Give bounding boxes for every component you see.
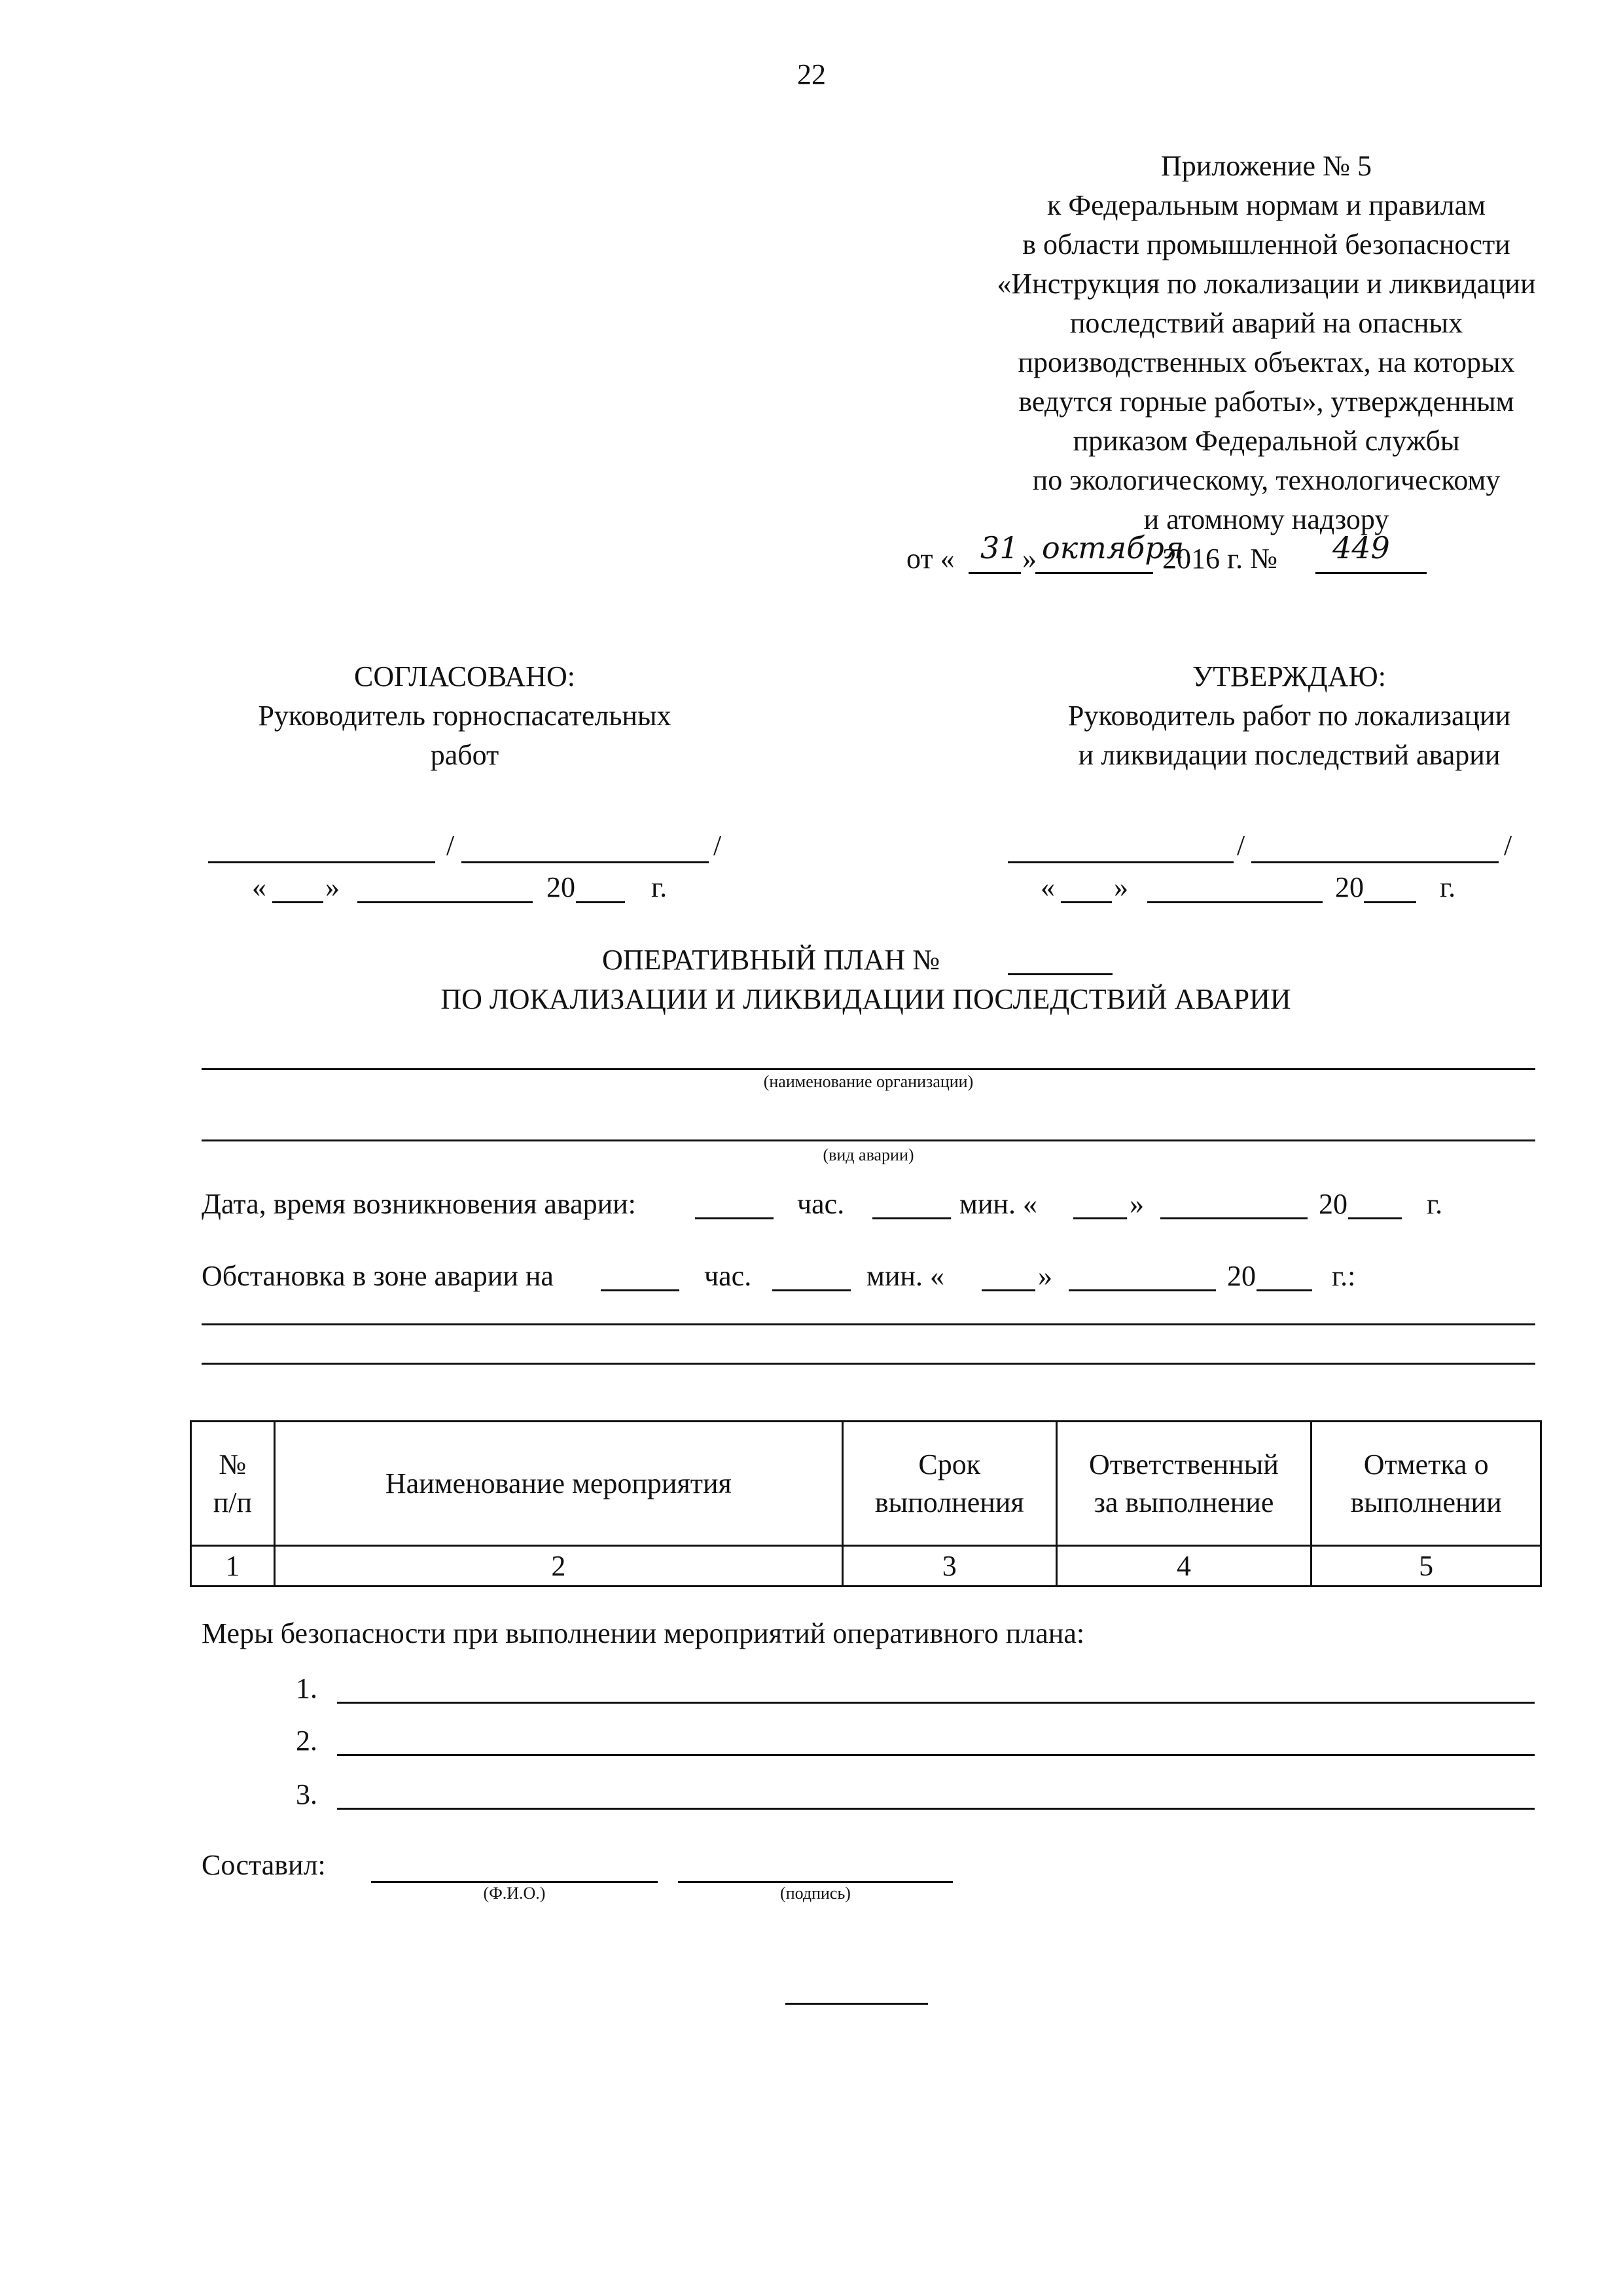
appendix-line: по экологическому, технологическому	[1032, 464, 1501, 496]
header-number: № п/п	[191, 1422, 275, 1546]
date-year: 2016 г. №	[1162, 543, 1278, 575]
month-underline	[1035, 572, 1153, 574]
safety-title: Меры безопасности при выполнении мероприятий оперативного плана:	[202, 1617, 1085, 1649]
table-header-row	[191, 1422, 1541, 1546]
agreed-g: г.	[651, 871, 668, 903]
compiled-label: Составил:	[202, 1849, 326, 1881]
table-cell: 4	[1056, 1546, 1311, 1587]
safety-item-line	[337, 1702, 1535, 1704]
handwritten-day: 31	[980, 530, 1019, 565]
agreed-line2: работ	[430, 739, 499, 771]
signature-line	[678, 1881, 953, 1883]
agreed-year-line	[576, 901, 625, 903]
accident-type-line	[202, 1139, 1535, 1141]
handwritten-month: октября	[1042, 530, 1185, 565]
agreed-title: СОГЛАСОВАНО:	[354, 660, 575, 692]
datetime-hours-line	[695, 1217, 774, 1219]
datetime-year-line	[1348, 1217, 1402, 1219]
fio-caption: (Ф.И.О.)	[483, 1884, 546, 1903]
organization-line	[202, 1068, 1535, 1070]
datetime-q-close: »	[1130, 1188, 1144, 1220]
situation-year-line	[1257, 1289, 1312, 1291]
safety-item-number: 1.	[296, 1672, 317, 1704]
agreed-line1: Руководитель горноспасательных	[258, 700, 671, 732]
approved-line1: Руководитель работ по локализации	[1067, 700, 1511, 732]
datetime-minutes: мин. «	[959, 1188, 1037, 1220]
agreed-year: 20	[546, 871, 575, 903]
page-number: 22	[797, 58, 826, 90]
situation-minutes: мин. «	[866, 1260, 944, 1292]
table-cell: 3	[842, 1546, 1056, 1587]
situation-label: Обстановка в зоне аварии на	[202, 1260, 554, 1292]
agreed-name-line	[461, 861, 709, 863]
agreed-slash-end: /	[713, 829, 722, 861]
agreed-month-line	[357, 901, 533, 903]
agreed-slash: /	[446, 829, 455, 861]
situation-q-close: »	[1038, 1260, 1052, 1292]
approved-year-line	[1364, 901, 1416, 903]
situation-blank-line	[202, 1363, 1535, 1365]
datetime-hours: час.	[797, 1188, 845, 1220]
appendix-line: Приложение № 5	[1160, 150, 1372, 182]
plan-number-line	[1008, 973, 1113, 975]
approved-slash-end: /	[1504, 829, 1512, 861]
header-completion-mark: Отметка о выполнении	[1311, 1422, 1541, 1546]
agreed-date-close: »	[325, 871, 340, 903]
date-prefix: от «	[906, 543, 955, 575]
situation-year: 20	[1227, 1260, 1256, 1292]
approved-g: г.	[1440, 871, 1456, 903]
appendix-line: и атомному надзору	[1143, 503, 1389, 535]
appendix-line: к Федеральным нормам и правилам	[1047, 189, 1486, 221]
datetime-day-line	[1073, 1217, 1127, 1219]
datetime-minutes-line	[872, 1217, 951, 1219]
plan-title-line2: ПО ЛОКАЛИЗАЦИИ И ЛИКВИДАЦИИ ПОСЛЕДСТВИЙ АВАРИИ	[440, 983, 1291, 1015]
datetime-label: Дата, время возникновения аварии:	[202, 1188, 636, 1220]
order-number-underline	[1315, 572, 1427, 574]
agreed-date-open: «	[252, 871, 266, 903]
header-measure-name: Наименование мероприятия	[274, 1422, 842, 1546]
approved-signature-line	[1008, 861, 1234, 863]
table-number-row	[191, 1546, 1541, 1587]
signature-caption: (подпись)	[780, 1884, 851, 1903]
approved-slash: /	[1237, 829, 1245, 861]
appendix-line: приказом Федеральной службы	[1073, 425, 1460, 457]
safety-item-number: 3.	[296, 1778, 317, 1810]
appendix-line: последствий аварий на опасных	[1069, 307, 1463, 339]
approved-year: 20	[1335, 871, 1364, 903]
situation-blank-line	[202, 1323, 1535, 1325]
measures-table	[190, 1420, 1542, 1587]
agreed-signature-line	[208, 861, 435, 863]
datetime-g: г.	[1427, 1188, 1443, 1220]
datetime-month-line	[1160, 1217, 1308, 1219]
handwritten-order-number: 449	[1332, 530, 1390, 565]
appendix-line: «Инструкция по локализации и ликвидации	[997, 268, 1536, 300]
appendix-line: производственных объектах, на которых	[1018, 346, 1515, 378]
agreed-day-line	[272, 901, 323, 903]
approved-day-line	[1061, 901, 1112, 903]
approved-line2: и ликвидации последствий аварии	[1078, 739, 1501, 771]
date-mid: »	[1022, 543, 1037, 575]
situation-hours: час.	[704, 1260, 752, 1292]
fio-line	[371, 1881, 658, 1883]
situation-day-line	[982, 1289, 1035, 1291]
situation-hours-line	[601, 1289, 679, 1291]
safety-item-line	[337, 1808, 1535, 1810]
situation-minutes-line	[772, 1289, 851, 1291]
table-cell: 1	[191, 1546, 275, 1587]
accident-type-caption: (вид аварии)	[823, 1145, 914, 1164]
safety-item-number: 2.	[296, 1725, 317, 1757]
approved-title: УТВЕРЖДАЮ:	[1192, 660, 1386, 692]
situation-g: г.:	[1332, 1260, 1356, 1292]
situation-month-line	[1069, 1289, 1216, 1291]
safety-item-line	[337, 1754, 1535, 1756]
plan-title-line1: ОПЕРАТИВНЫЙ ПЛАН №	[602, 944, 940, 976]
header-deadline: Срок выполнения	[842, 1422, 1056, 1546]
organization-caption: (наименование организации)	[763, 1072, 974, 1091]
approved-name-line	[1251, 861, 1499, 863]
approved-date-open: «	[1041, 871, 1055, 903]
table-cell: 5	[1311, 1546, 1541, 1587]
approved-date-close: »	[1114, 871, 1128, 903]
table-cell: 2	[274, 1546, 842, 1587]
datetime-year: 20	[1319, 1188, 1347, 1220]
approved-month-line	[1147, 901, 1323, 903]
header-responsible: Ответственный за выполнение	[1056, 1422, 1311, 1546]
appendix-line: ведутся горные работы», утвержденным	[1018, 386, 1514, 418]
appendix-line: в области промышленной безопасности	[1022, 228, 1510, 260]
day-underline	[969, 572, 1021, 574]
end-separator	[785, 2003, 928, 2005]
